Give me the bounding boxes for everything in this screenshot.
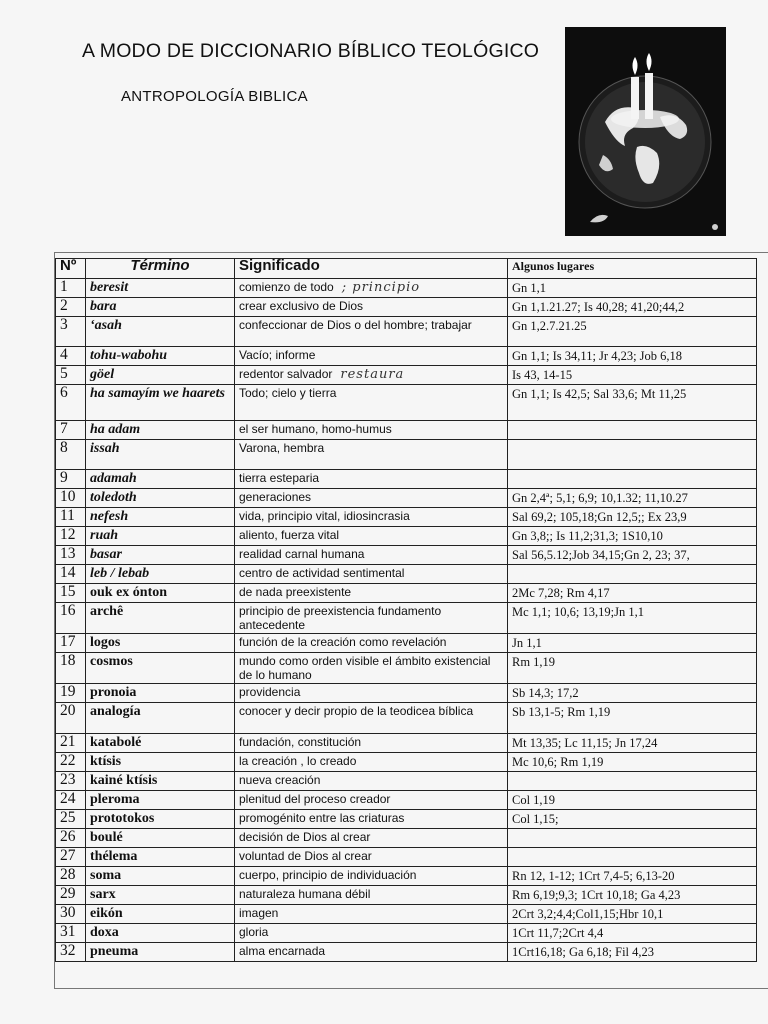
row-term <box>86 943 235 962</box>
row-number-text: 1 <box>60 278 68 295</box>
row-term <box>86 684 235 703</box>
row-places-text: Mc 10,6; Rm 1,19 <box>512 755 604 769</box>
row-number <box>56 347 86 366</box>
row-meaning-text: imagen <box>239 906 279 920</box>
row-meaning-text: redentor salvador <box>239 367 333 381</box>
row-meaning <box>235 279 508 298</box>
row-meaning <box>235 470 508 489</box>
table-row <box>56 527 757 546</box>
table-row <box>56 703 757 734</box>
row-term <box>86 924 235 943</box>
row-term <box>86 440 235 470</box>
row-number-text: 18 <box>60 652 76 669</box>
row-term-text: archê <box>90 604 124 619</box>
row-term <box>86 867 235 886</box>
row-number <box>56 279 86 298</box>
row-number-text: 30 <box>60 904 76 921</box>
row-term-text: eikón <box>90 906 123 921</box>
row-places <box>508 527 757 546</box>
row-term-text: pronoia <box>90 685 137 700</box>
row-number <box>56 385 86 421</box>
row-number-text: 2 <box>60 297 68 314</box>
row-number <box>56 753 86 772</box>
row-meaning <box>235 527 508 546</box>
row-places <box>508 546 757 565</box>
row-places-text: 1Crt16,18; Ga 6,18; Fil 4,23 <box>512 945 655 959</box>
row-places <box>508 565 757 584</box>
row-number <box>56 810 86 829</box>
row-number <box>56 829 86 848</box>
row-term-text: ha adam <box>90 422 141 437</box>
row-meaning-text: providencia <box>239 685 301 699</box>
row-number <box>56 886 86 905</box>
row-meaning <box>235 867 508 886</box>
row-places <box>508 584 757 603</box>
row-term-text: doxa <box>90 925 119 940</box>
row-term <box>86 546 235 565</box>
row-places-text: Sal 56,5.12;Job 34,15;Gn 2, 23; 37, <box>512 548 690 562</box>
row-meaning-text: tierra esteparia <box>239 471 320 485</box>
row-places <box>508 829 757 848</box>
table-row <box>56 347 757 366</box>
row-number <box>56 546 86 565</box>
row-number-text: 8 <box>60 439 68 456</box>
row-number-text: 7 <box>60 420 68 437</box>
globe-with-candles-icon <box>565 27 726 236</box>
row-term-text: adamah <box>90 471 137 486</box>
row-number <box>56 366 86 385</box>
table-row <box>56 489 757 508</box>
row-meaning-text: naturaleza humana débil <box>239 887 371 901</box>
row-meaning <box>235 584 508 603</box>
row-number <box>56 317 86 347</box>
row-meaning <box>235 753 508 772</box>
row-places <box>508 603 757 634</box>
row-number-text: 11 <box>60 507 75 524</box>
row-meaning-text: confeccionar de Dios o del hombre; trabajar <box>239 318 472 332</box>
row-term <box>86 347 235 366</box>
row-places-text: Is 43, 14-15 <box>512 368 573 382</box>
table-row <box>56 753 757 772</box>
row-term-text: kainé ktísis <box>90 773 158 788</box>
row-term-text: thélema <box>90 849 138 864</box>
row-meaning <box>235 440 508 470</box>
row-places <box>508 810 757 829</box>
row-meaning-text: realidad carnal humana <box>239 547 365 561</box>
row-number <box>56 848 86 867</box>
row-term-text: issah <box>90 441 120 456</box>
row-number <box>56 772 86 791</box>
row-places <box>508 653 757 684</box>
row-number-text: 6 <box>60 384 68 401</box>
row-number-text: 26 <box>60 828 76 845</box>
row-meaning <box>235 772 508 791</box>
row-term <box>86 634 235 653</box>
row-term-text: beresit <box>90 280 129 295</box>
row-term <box>86 810 235 829</box>
row-places <box>508 943 757 962</box>
row-number <box>56 734 86 753</box>
row-meaning-text: el ser humano, homo-humus <box>239 422 392 436</box>
row-term-text: nefesh <box>90 509 129 524</box>
row-term-text: pneuma <box>90 944 139 959</box>
row-term-text: ruah <box>90 528 119 543</box>
row-number <box>56 508 86 527</box>
table-row <box>56 684 757 703</box>
row-term <box>86 279 235 298</box>
row-number <box>56 470 86 489</box>
row-number <box>56 565 86 584</box>
row-number-text: 28 <box>60 866 76 883</box>
row-places-text: Gn 1,1; Is 42,5; Sal 33,6; Mt 11,25 <box>512 387 687 401</box>
vocabulary-table <box>55 258 757 962</box>
row-number-text: 24 <box>60 790 76 807</box>
row-number <box>56 634 86 653</box>
row-meaning <box>235 508 508 527</box>
row-number-text: 10 <box>60 488 76 505</box>
row-meaning-text: Varona, hembra <box>239 441 325 455</box>
row-places <box>508 634 757 653</box>
row-meaning <box>235 489 508 508</box>
row-term <box>86 298 235 317</box>
table-row <box>56 791 757 810</box>
row-places <box>508 470 757 489</box>
row-places <box>508 508 757 527</box>
row-meaning <box>235 634 508 653</box>
document-title: A MODO DE DICCIONARIO BÍBLICO TEOLÓGICO <box>82 40 540 62</box>
row-term-text: pleroma <box>90 792 140 807</box>
row-meaning-text: plenitud del proceso creador <box>239 792 391 806</box>
row-meaning-text: de nada preexistente <box>239 585 352 599</box>
row-meaning <box>235 905 508 924</box>
table-row <box>56 279 757 298</box>
row-number <box>56 703 86 734</box>
row-places <box>508 279 757 298</box>
row-meaning-text: conocer y decir propio de la teodicea bíblica <box>239 704 474 718</box>
row-number-text: 4 <box>60 346 68 363</box>
row-number <box>56 440 86 470</box>
row-term <box>86 734 235 753</box>
row-number-text: 17 <box>60 633 76 650</box>
row-number <box>56 653 86 684</box>
row-number <box>56 867 86 886</box>
row-term <box>86 317 235 347</box>
row-places-text: Col 1,19 <box>512 793 556 807</box>
row-meaning-text: vida, principio vital, idiosincrasia <box>239 509 410 523</box>
row-number-text: 20 <box>60 702 76 719</box>
row-meaning <box>235 603 508 634</box>
row-meaning-text: gloria <box>239 925 269 939</box>
row-places-text: Jn 1,1 <box>512 636 542 650</box>
table-header-row <box>56 259 757 279</box>
row-term <box>86 489 235 508</box>
row-meaning-text: función de la creación como revelación <box>239 635 447 649</box>
row-meaning-text: crear exclusivo de Dios <box>239 299 364 313</box>
table-row <box>56 385 757 421</box>
row-places-text: Mc 1,1; 10,6; 13,19;Jn 1,1 <box>512 605 644 619</box>
row-places <box>508 791 757 810</box>
row-meaning-text: decisión de Dios al crear <box>239 830 371 844</box>
row-places <box>508 848 757 867</box>
row-meaning <box>235 886 508 905</box>
row-places-text: Rn 12, 1-12; 1Crt 7,4-5; 6,13-20 <box>512 869 675 883</box>
row-number <box>56 584 86 603</box>
row-number <box>56 684 86 703</box>
row-meaning <box>235 317 508 347</box>
row-places-text: 2Crt 3,2;4,4;Col1,15;Hbr 10,1 <box>512 907 664 921</box>
row-number <box>56 603 86 634</box>
row-term-text: logos <box>90 635 121 650</box>
row-places <box>508 772 757 791</box>
row-number-text: 3 <box>60 316 68 333</box>
row-meaning <box>235 829 508 848</box>
row-number-text: 25 <box>60 809 76 826</box>
row-term-text: soma <box>90 868 122 883</box>
row-term <box>86 653 235 684</box>
row-number-text: 21 <box>60 733 76 750</box>
row-number-text: 13 <box>60 545 76 562</box>
row-number-text: 32 <box>60 942 76 959</box>
row-number <box>56 924 86 943</box>
table-row <box>56 421 757 440</box>
row-places <box>508 421 757 440</box>
row-places <box>508 298 757 317</box>
row-meaning-text: mundo como orden visible el ámbito existencial de lo humano <box>239 654 491 682</box>
row-places-text: Mt 13,35; Lc 11,15; Jn 17,24 <box>512 736 658 750</box>
row-meaning-text: comienzo de todo <box>239 280 334 294</box>
table-row <box>56 366 757 385</box>
row-places <box>508 317 757 347</box>
row-meaning <box>235 421 508 440</box>
row-meaning <box>235 734 508 753</box>
row-term-text: tohu-wabohu <box>90 348 168 363</box>
row-places <box>508 684 757 703</box>
table-row <box>56 546 757 565</box>
row-term <box>86 366 235 385</box>
row-term <box>86 565 235 584</box>
row-places <box>508 347 757 366</box>
row-places-text: Gn 1,1 <box>512 281 547 295</box>
row-term <box>86 886 235 905</box>
table-row <box>56 810 757 829</box>
table-row <box>56 603 757 634</box>
row-number-text: 23 <box>60 771 76 788</box>
row-term <box>86 470 235 489</box>
table-row <box>56 734 757 753</box>
row-term <box>86 848 235 867</box>
table-row <box>56 565 757 584</box>
row-places-text: 2Mc 7,28; Rm 4,17 <box>512 586 610 600</box>
row-meaning <box>235 943 508 962</box>
row-meaning <box>235 298 508 317</box>
row-places <box>508 886 757 905</box>
row-places <box>508 905 757 924</box>
row-term <box>86 753 235 772</box>
table-row <box>56 584 757 603</box>
row-number-text: 22 <box>60 752 76 769</box>
row-number-text: 19 <box>60 683 76 700</box>
row-term <box>86 772 235 791</box>
row-term-text: göel <box>90 367 115 382</box>
table-row <box>56 867 757 886</box>
row-meaning-text: Vacío; informe <box>239 348 316 362</box>
row-number-text: 12 <box>60 526 76 543</box>
row-number <box>56 527 86 546</box>
row-places <box>508 385 757 421</box>
table-row <box>56 440 757 470</box>
row-number-text: 15 <box>60 583 76 600</box>
row-number <box>56 421 86 440</box>
row-term-text: boulé <box>90 830 123 845</box>
row-term <box>86 791 235 810</box>
row-number <box>56 791 86 810</box>
table-row <box>56 508 757 527</box>
row-places-text: Gn 1,1.21.27; Is 40,28; 41,20;44,2 <box>512 300 685 314</box>
row-term <box>86 385 235 421</box>
table-row <box>56 848 757 867</box>
row-meaning-text: aliento, fuerza vital <box>239 528 340 542</box>
row-places <box>508 703 757 734</box>
document-subtitle: ANTROPOLOGÍA BIBLICA <box>121 88 308 105</box>
row-term-text: ouk ex ónton <box>90 585 168 600</box>
row-term-text: sarx <box>90 887 116 902</box>
row-term-text: ktísis <box>90 754 122 769</box>
table-row <box>56 905 757 924</box>
row-term-text: leb / lebab <box>90 566 150 581</box>
row-meaning <box>235 366 508 385</box>
handwritten-note: ; principio <box>341 280 421 295</box>
row-meaning <box>235 546 508 565</box>
row-number-text: 27 <box>60 847 76 864</box>
row-meaning <box>235 653 508 684</box>
header-places: Algunos lugares <box>508 259 757 279</box>
row-meaning-text: Todo; cielo y tierra <box>239 386 337 400</box>
row-places-text: 1Crt 11,7;2Crt 4,4 <box>512 926 604 940</box>
row-places <box>508 440 757 470</box>
row-number-text: 14 <box>60 564 76 581</box>
row-term <box>86 508 235 527</box>
row-number-text: 29 <box>60 885 76 902</box>
row-meaning-text: la creación , lo creado <box>239 754 357 768</box>
row-term-text: bara <box>90 299 117 314</box>
row-places-text: Gn 2,4ª; 5,1; 6,9; 10,1.32; 11,10.27 <box>512 491 688 505</box>
row-places-text: Gn 3,8;; Is 11,2;31,3; 1S10,10 <box>512 529 663 543</box>
row-number <box>56 489 86 508</box>
row-meaning-text: principio de preexistencia fundamento antecedente <box>239 604 442 632</box>
row-places <box>508 489 757 508</box>
handwritten-note: restaura <box>340 367 405 382</box>
header-meaning: Significado <box>235 259 508 279</box>
table-row <box>56 829 757 848</box>
row-term-text: toledoth <box>90 490 137 505</box>
table-body <box>56 279 757 962</box>
row-term <box>86 603 235 634</box>
row-places <box>508 867 757 886</box>
row-meaning-text: generaciones <box>239 490 312 504</box>
row-number-text: 5 <box>60 365 68 382</box>
row-meaning-text: fundación, constitución <box>239 735 362 749</box>
table-row <box>56 634 757 653</box>
row-term <box>86 527 235 546</box>
row-number <box>56 905 86 924</box>
row-term-text: basar <box>90 547 122 562</box>
table-row <box>56 317 757 347</box>
header-term: Término <box>86 259 235 279</box>
row-places-text: Gn 1,2.7.21.25 <box>512 319 587 333</box>
row-places-text: Sb 13,1-5; Rm 1,19 <box>512 705 611 719</box>
row-places <box>508 753 757 772</box>
row-places <box>508 924 757 943</box>
row-number <box>56 298 86 317</box>
table-row <box>56 653 757 684</box>
table-row <box>56 298 757 317</box>
row-meaning <box>235 810 508 829</box>
row-places-text: Rm 6,19;9,3; 1Crt 10,18; Ga 4,23 <box>512 888 681 902</box>
row-meaning <box>235 924 508 943</box>
row-meaning <box>235 848 508 867</box>
row-term-text: prototokos <box>90 811 155 826</box>
header-number: Nº <box>56 259 86 279</box>
row-places-text: Sb 14,3; 17,2 <box>512 686 579 700</box>
row-meaning <box>235 703 508 734</box>
row-places <box>508 734 757 753</box>
row-number <box>56 943 86 962</box>
row-number-text: 16 <box>60 602 76 619</box>
row-meaning <box>235 684 508 703</box>
row-term <box>86 584 235 603</box>
row-meaning-text: centro de actividad sentimental <box>239 566 405 580</box>
row-meaning-text: nueva creación <box>239 773 321 787</box>
row-meaning <box>235 347 508 366</box>
row-places-text: Gn 1,1; Is 34,11; Jr 4,23; Job 6,18 <box>512 349 683 363</box>
row-number-text: 31 <box>60 923 76 940</box>
row-term-text: cosmos <box>90 654 133 669</box>
table-row <box>56 886 757 905</box>
row-term <box>86 421 235 440</box>
row-places-text: Sal 69,2; 105,18;Gn 12,5;; Ex 23,9 <box>512 510 687 524</box>
row-term <box>86 703 235 734</box>
table-row <box>56 924 757 943</box>
row-term <box>86 829 235 848</box>
row-meaning <box>235 385 508 421</box>
row-term-text: ‘asah <box>90 318 122 333</box>
row-places-text: Rm 1,19 <box>512 655 556 669</box>
row-term-text: analogía <box>90 704 141 719</box>
row-places <box>508 366 757 385</box>
row-term-text: katabolé <box>90 735 142 750</box>
row-term <box>86 905 235 924</box>
table-row <box>56 943 757 962</box>
row-meaning-text: voluntad de Dios al crear <box>239 849 372 863</box>
row-number-text: 9 <box>60 469 68 486</box>
row-meaning <box>235 565 508 584</box>
table-row <box>56 772 757 791</box>
row-meaning-text: alma encarnada <box>239 944 326 958</box>
row-places-text: Col 1,15; <box>512 812 559 826</box>
row-meaning-text: cuerpo, principio de individuación <box>239 868 417 882</box>
row-meaning <box>235 791 508 810</box>
table-row <box>56 470 757 489</box>
row-term-text: ha samayím we haarets <box>90 386 225 401</box>
row-meaning-text: promogénito entre las criaturas <box>239 811 405 825</box>
